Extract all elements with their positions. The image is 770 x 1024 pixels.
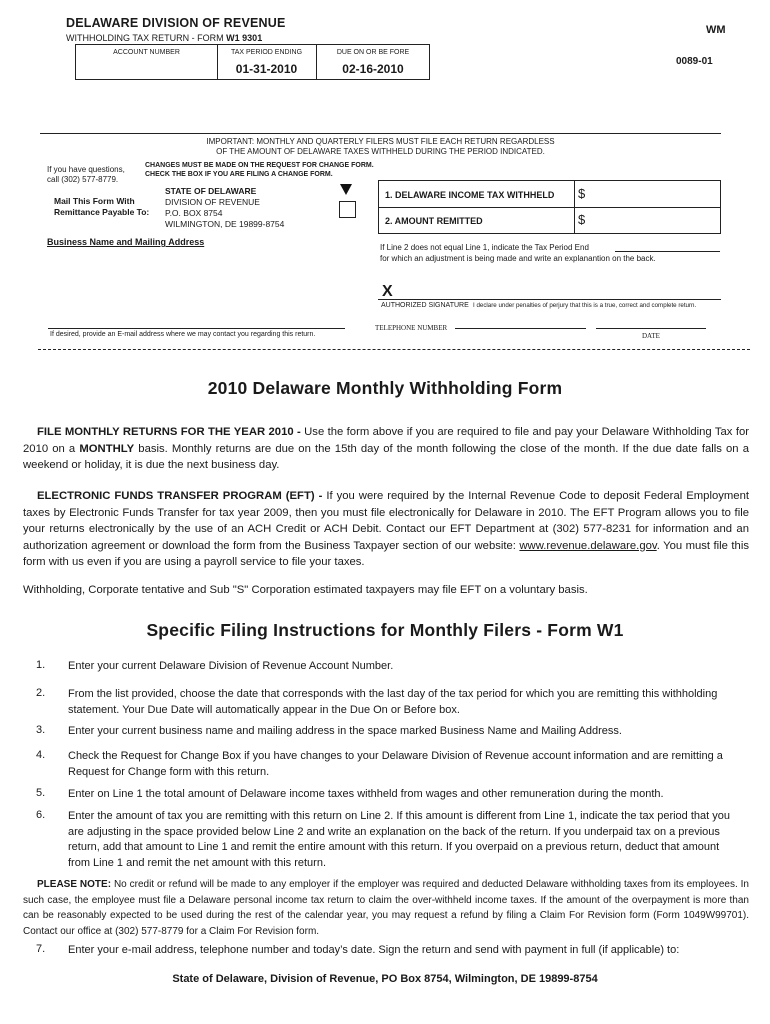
list-item-text: Enter the amount of tax you are remitting with this return on Line 2. If this amount is different from Line 1, indicate the tax period that you are adjusting in the space provided below Line 2 and write an explanation on the back of the return. If you underpaid tax on a previous return, add that amount to Line 1 and remit the entire amount with this return. If you overpaid on a previous return, deduct that amount from Line 1 and remit the net amount with this return. (68, 810, 730, 869)
signature-label: AUTHORIZED SIGNATURE (381, 302, 469, 309)
p1-text-a: Use the form above if you are required to file and pay your Delaware Withholding Tax for 2010 on a (23, 426, 750, 455)
paragraph-voluntary-eft: Withholding, Corporate tentative and Sub "S" Corporation estimated taxpayers may file EFT on a voluntary basis. (23, 584, 588, 596)
amounts-box (378, 180, 721, 234)
list-item-text: Check the Request for Change Box if you have changes to your Delaware Division of Revenue account information and are remitting a Request for Change form with this return. (68, 750, 723, 778)
p2-text-b: . You must file this form with us even if you are using a payroll service to file your taxes. (23, 539, 749, 568)
paragraph-file-monthly (23, 424, 749, 474)
signature-declaration: I declare under penalties of perjury that this is a true, correct and complete return. (473, 302, 697, 309)
line1-amount-input[interactable] (591, 187, 716, 203)
line2-label: 2. AMOUNT REMITTED (385, 216, 483, 226)
p2-bold: ELECTRONIC FUNDS TRANSFER PROGRAM (EFT) - (37, 490, 327, 502)
list-item-number: 2. (36, 687, 46, 699)
please-note-label: PLEASE NOTE: (37, 879, 112, 890)
list-item-number: 1. (36, 659, 46, 671)
p2-text-a: If you were required by the Internal Revenue Code to deposit Federal Employment taxes by Electronic Funds Transfer for tax year 2009, then you must file electronically for Delaware in 2010. The EFT Program allows you to file your returns electronically by the use of an ACH Credit or ACH Debit. Contact our EFT Department at (302) 577-8231 for information and an authorization agreement or download the form from the Business Taxpayer section of our website: (23, 490, 749, 552)
change-line-1: CHANGES MUST BE MADE ON THE REQUEST FOR CHANGE FORM. (145, 162, 374, 169)
notice-line-1: IMPORTANT: MONTHLY AND QUARTERLY FILERS MUST FILE EACH RETURN REGARDLESS (206, 137, 555, 146)
tear-off-line (38, 349, 750, 350)
mail-address-2: DIVISION OF REVENUE (165, 197, 260, 207)
list-item-number: 4. (36, 749, 46, 761)
notice-rule (40, 133, 721, 134)
mail-address-4: WILMINGTON, DE 19899-8754 (165, 219, 285, 229)
list-item-text: Enter your current business name and mailing address in the space marked Business Name and Mailing Address. (68, 725, 622, 737)
line2-currency: $ (578, 212, 586, 227)
list-item-number: 6. (36, 809, 46, 821)
please-note-paragraph (23, 877, 749, 939)
list-item-number: 7. (36, 943, 46, 955)
tax-period-value[interactable]: 01-31-2010 (235, 62, 298, 76)
telephone-line[interactable] (455, 328, 586, 329)
p1-bold: FILE MONTHLY RETURNS FOR THE YEAR 2010 - (37, 426, 305, 438)
due-on-label: DUE ON OR BE FORE (336, 49, 410, 56)
form-line (66, 33, 262, 43)
mail-label-1: Mail This Form With (54, 196, 135, 206)
email-line[interactable] (48, 328, 345, 329)
request-change-checkbox[interactable] (339, 201, 356, 218)
list-item-number: 5. (36, 787, 46, 799)
form-code-right: WM (706, 24, 726, 36)
list-item-text: Enter your e-mail address, telephone number and today’s date. Sign the return and send with payment in full (if applicable) to: (68, 944, 680, 956)
form-line-code: W1 9301 (226, 33, 263, 43)
adjust-period-line[interactable] (615, 251, 720, 252)
tax-period-label: TAX PERIOD ENDING (230, 49, 303, 56)
form-number-right: 0089-01 (676, 56, 713, 67)
paragraph-eft (23, 488, 749, 571)
form-line-prefix: WITHHOLDING TAX RETURN - FORM (66, 33, 227, 43)
mail-address-1: STATE OF DELAWARE (165, 186, 257, 196)
list-item-text: Enter on Line 1 the total amount of Delaware income taxes withheld from wages and other remuneration during the month. (68, 788, 664, 800)
date-line[interactable] (596, 328, 706, 329)
arrow-down-icon (340, 184, 352, 195)
business-name-address-field[interactable] (47, 250, 347, 320)
title-monthly-form: 2010 Delaware Monthly Withholding Form (207, 378, 563, 398)
title-specific-instructions: Specific Filing Instructions for Monthly Filers - Form W1 (146, 620, 624, 640)
line2-amount-input[interactable] (591, 213, 716, 229)
please-note-text: No credit or refund will be made to any employer if the employer was required and deducted Delaware withholding taxes from its employees. In such case, the employee must file a Delaware personal income tax return to claim the over-withheld income taxes. If the amount of the overpayment is more than can be reasonably expected to be used during the rest of the calendar year, you may request a refund by filing a Claim For Revision form (Form 1049W99701). Contact our office at (302) 577-8779 for a Claim For Revision form. (23, 879, 749, 937)
due-date-value: 02-16-2010 (342, 62, 404, 76)
adjust-line-1: If Line 2 does not equal Line 1, indicate the Tax Period End (380, 243, 589, 252)
mail-label-2: Remittance Payable To: (54, 207, 150, 217)
account-number-label: ACCOUNT NUMBER (113, 49, 180, 56)
footer-mailing-address: State of Delaware, Division of Revenue, PO Box 8754, Wilmington, DE 19899-8754 (172, 973, 598, 985)
signature-line[interactable] (378, 299, 721, 300)
p1-text-b: basis. Monthly returns are due on the 15th day of the month following the close of the month. If the due date falls on a weekend or holiday, it is due the next business day. (23, 442, 749, 471)
change-line-2: CHECK THE BOX IF YOU ARE FILING A CHANGE FORM. (145, 171, 333, 178)
list-item-text: From the list provided, choose the date that corresponds with the last day of the tax period for which you are remitting this withholding statement. Your Due Date will automatically appear in the Due On or Before box. (68, 688, 718, 716)
email-label: If desired, provide an E-mail address where we may contact you regarding this return. (50, 331, 316, 338)
business-name-label: Business Name and Mailing Address (47, 237, 205, 247)
adjust-line-2: for which an adjustment is being made and write an explanantion on the back. (380, 254, 656, 263)
list-item-number: 3. (36, 724, 46, 736)
mail-address-3: P.O. BOX 8754 (165, 208, 223, 218)
list-item-text: Enter your current Delaware Division of Revenue Account Number. (68, 660, 394, 672)
p1-bold-2: MONTHLY (79, 442, 135, 455)
telephone-label: TELEPHONE NUMBER (375, 324, 448, 332)
signature-x-mark: X (382, 283, 393, 300)
line1-currency: $ (578, 186, 586, 201)
line1-label: 1. DELAWARE INCOME TAX WITHHELD (385, 190, 555, 200)
questions-line-1: If you have questions, (47, 165, 125, 174)
agency-title: DELAWARE DIVISION OF REVENUE (66, 16, 286, 30)
date-label: DATE (642, 332, 660, 340)
revenue-website-link[interactable]: www.revenue.delaware.gov (519, 539, 657, 552)
header-box (75, 44, 430, 80)
questions-line-2: call (302) 577-8779. (47, 175, 119, 184)
notice-line-2: OF THE AMOUNT OF DELAWARE TAXES WITHHELD DURING THE PERIOD INDICATED. (216, 147, 545, 156)
